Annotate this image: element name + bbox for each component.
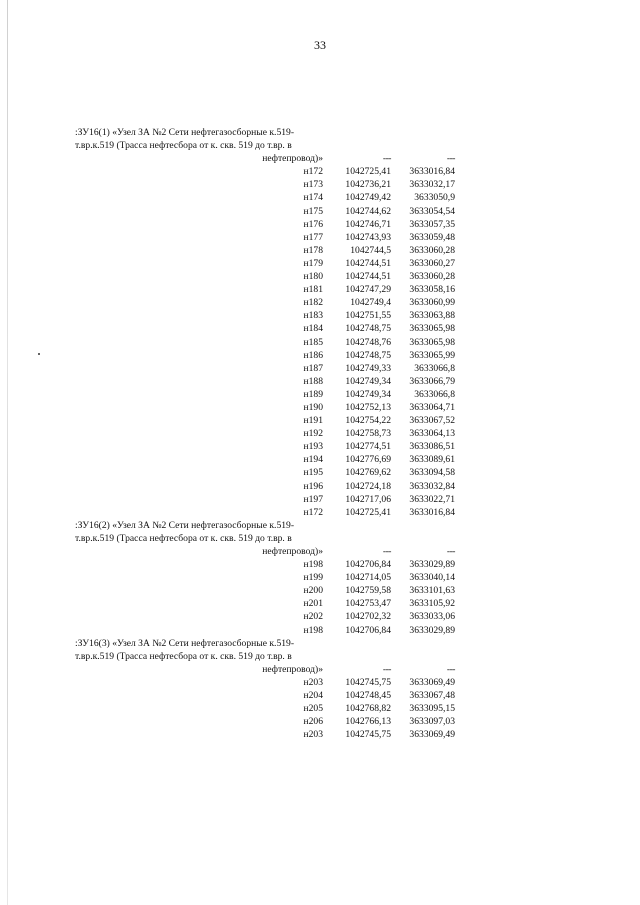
- coordinate-row: [75, 480, 455, 493]
- coordinate-x: 1042747,29: [345, 284, 391, 296]
- coordinate-rows: [75, 676, 455, 741]
- point-label: н180: [303, 271, 323, 283]
- coordinate-row: [75, 375, 455, 388]
- point-label: н194: [303, 454, 323, 466]
- coordinate-row: [75, 336, 455, 349]
- coordinate-y: 3633050,9: [414, 192, 455, 204]
- coordinate-x: 1042748,76: [345, 336, 391, 348]
- section-title-line: нефтепровод)»: [262, 663, 323, 675]
- coordinate-x: 1042714,05: [345, 572, 391, 584]
- coordinate-x: 1042744,51: [345, 271, 391, 283]
- point-label: н172: [303, 506, 323, 518]
- coordinate-row: [75, 584, 455, 597]
- coordinate-x: 1042749,42: [345, 192, 391, 204]
- coordinate-y: 3633040,14: [409, 572, 455, 584]
- coordinate-x: 1042768,82: [345, 703, 391, 715]
- coordinate-x: 1042752,13: [345, 401, 391, 413]
- coordinate-x: 1042748,45: [345, 690, 391, 702]
- point-label: н188: [303, 375, 323, 387]
- dash-placeholder-y: ---: [446, 546, 455, 557]
- coordinate-y: 3633065,98: [409, 336, 455, 348]
- coordinate-row: [75, 427, 455, 440]
- coordinate-row: [75, 597, 455, 610]
- coordinate-row: [75, 453, 455, 466]
- coordinate-row: [75, 676, 455, 689]
- coordinate-rows: [75, 165, 455, 519]
- coordinate-y: 3633029,89: [409, 624, 455, 636]
- coordinate-y: 3633066,8: [414, 362, 455, 374]
- point-label: н181: [303, 284, 323, 296]
- section-title-last-row: [75, 152, 455, 165]
- coordinate-y: 3633105,92: [409, 598, 455, 610]
- coordinate-x: 1042717,06: [345, 493, 391, 505]
- section-title-line: :ЗУ16(3) «Узел ЗА №2 Сети нефтегазосборные к.519-: [75, 637, 295, 649]
- coordinate-row: [75, 244, 455, 257]
- coordinate-x: 1042745,75: [345, 729, 391, 741]
- coordinate-row: [75, 728, 455, 741]
- point-label: н192: [303, 428, 323, 440]
- point-label: н182: [303, 297, 323, 309]
- coordinate-row: [75, 401, 455, 414]
- coordinate-y: 3633060,28: [409, 271, 455, 283]
- coordinate-row: [75, 388, 455, 401]
- coordinate-x: 1042749,34: [345, 375, 391, 387]
- coordinate-row: [75, 558, 455, 571]
- coordinate-y: 3633016,84: [409, 506, 455, 518]
- point-label: н186: [303, 349, 323, 361]
- coordinate-y: 3633086,51: [409, 441, 455, 453]
- point-label: н199: [303, 572, 323, 584]
- point-label: н189: [303, 388, 323, 400]
- coordinate-x: 1042753,47: [345, 598, 391, 610]
- section-title-line: т.вр.к.519 (Трасса нефтесбора от к. скв. 519 до т.вр. в: [75, 140, 292, 152]
- coordinate-row: [75, 205, 455, 218]
- coordinate-x: 1042744,62: [345, 205, 391, 217]
- land-plot-section: [75, 637, 455, 742]
- coordinate-y: 3633065,98: [409, 323, 455, 335]
- section-title-line: нефтепровод)»: [262, 546, 323, 557]
- coordinate-x: 1042759,58: [345, 585, 391, 597]
- coordinate-x: 1042725,41: [345, 166, 391, 178]
- coordinate-y: 3633058,16: [409, 284, 455, 296]
- coordinate-x: 1042743,93: [345, 231, 391, 243]
- coordinate-y: 3633059,48: [409, 231, 455, 243]
- section-title: [75, 126, 323, 152]
- coordinate-row: [75, 689, 455, 702]
- page-number: 33: [314, 38, 326, 52]
- point-label: н184: [303, 323, 323, 335]
- coordinate-y: 3633016,84: [409, 166, 455, 178]
- coordinate-x: 1042766,13: [345, 716, 391, 728]
- coordinate-x: 1042706,84: [345, 559, 391, 571]
- coordinate-x: 1042749,4: [350, 297, 391, 309]
- dash-placeholder-x: ---: [382, 153, 391, 165]
- coordinate-row: [75, 715, 455, 728]
- point-label: н179: [303, 257, 323, 269]
- point-label: н204: [303, 690, 323, 702]
- coordinate-y: 3633065,99: [409, 349, 455, 361]
- coordinate-x: 1042724,18: [345, 480, 391, 492]
- coordinate-row: [75, 322, 455, 335]
- coordinate-y: 3633060,99: [409, 297, 455, 309]
- coordinate-row: [75, 296, 455, 309]
- point-label: н203: [303, 729, 323, 741]
- section-title: [75, 637, 323, 663]
- point-label: н193: [303, 441, 323, 453]
- point-label: н195: [303, 467, 323, 479]
- coordinate-x: 1042748,75: [345, 323, 391, 335]
- section-title: [75, 519, 323, 545]
- coordinate-x: 1042774,51: [345, 441, 391, 453]
- coordinate-x: 1042748,75: [345, 349, 391, 361]
- coordinate-y: 3633032,17: [409, 179, 455, 191]
- coordinate-x: 1042746,71: [345, 218, 391, 230]
- coordinate-y: 3633069,49: [409, 676, 455, 688]
- coordinate-row: [75, 270, 455, 283]
- section-title-line: т.вр.к.519 (Трасса нефтесбора от к. скв. 519 до т.вр. в: [75, 650, 292, 662]
- coordinate-row: [75, 191, 455, 204]
- dash-placeholder-y: ---: [446, 153, 455, 165]
- coordinate-y: 3633054,54: [409, 205, 455, 217]
- point-label: н176: [303, 218, 323, 230]
- coordinate-row: [75, 283, 455, 296]
- point-label: н201: [303, 598, 323, 610]
- coordinate-x: 1042769,62: [345, 467, 391, 479]
- coordinate-y: 3633032,84: [409, 480, 455, 492]
- scan-speck: [38, 353, 40, 355]
- point-label: н173: [303, 179, 323, 191]
- coordinate-x: 1042744,51: [345, 257, 391, 269]
- coordinate-x: 1042745,75: [345, 676, 391, 688]
- coordinate-row: [75, 165, 455, 178]
- coordinate-row: [75, 309, 455, 322]
- point-label: н187: [303, 362, 323, 374]
- coordinate-rows: [75, 558, 455, 637]
- coordinate-y: 3633060,28: [409, 244, 455, 256]
- point-label: н178: [303, 244, 323, 256]
- coordinate-row: [75, 231, 455, 244]
- section-title-line: нефтепровод)»: [262, 153, 323, 165]
- land-plot-section: [75, 126, 455, 519]
- coordinate-row: [75, 218, 455, 231]
- coordinate-row: [75, 571, 455, 584]
- coordinate-x: 1042751,55: [345, 310, 391, 322]
- coordinate-row: [75, 362, 455, 375]
- point-label: н190: [303, 401, 323, 413]
- coordinate-x: 1042754,22: [345, 415, 391, 427]
- point-label: н202: [303, 611, 323, 623]
- section-title-line: т.вр.к.519 (Трасса нефтесбора от к. скв. 519 до т.вр. в: [75, 532, 292, 544]
- coordinate-y: 3633066,8: [414, 388, 455, 400]
- point-label: н191: [303, 415, 323, 427]
- coordinate-x: 1042736,21: [345, 179, 391, 191]
- coordinate-y: 3633064,71: [409, 401, 455, 413]
- coordinates-document: [75, 126, 455, 741]
- coordinate-y: 3633022,71: [409, 493, 455, 505]
- point-label: н183: [303, 310, 323, 322]
- coordinate-row: [75, 610, 455, 623]
- coordinate-row: [75, 257, 455, 270]
- point-label: н174: [303, 192, 323, 204]
- section-title-line: :ЗУ16(1) «Узел ЗА №2 Сети нефтегазосборные к.519-: [75, 127, 295, 138]
- point-label: н198: [303, 559, 323, 571]
- coordinate-y: 3633101,63: [409, 585, 455, 597]
- coordinate-y: 3633066,79: [409, 375, 455, 387]
- coordinate-y: 3633057,35: [409, 218, 455, 230]
- coordinate-row: [75, 493, 455, 506]
- coordinate-y: 3633029,89: [409, 559, 455, 571]
- coordinate-x: 1042758,73: [345, 428, 391, 440]
- coordinate-x: 1042706,84: [345, 624, 391, 636]
- coordinate-y: 3633089,61: [409, 454, 455, 466]
- point-label: н203: [303, 676, 323, 688]
- coordinate-y: 3633094,58: [409, 467, 455, 479]
- coordinate-row: [75, 506, 455, 519]
- coordinate-y: 3633064,13: [409, 428, 455, 440]
- coordinate-y: 3633033,06: [409, 611, 455, 623]
- dash-placeholder-x: ---: [382, 546, 391, 557]
- point-label: н200: [303, 585, 323, 597]
- coordinate-y: 3633097,03: [409, 716, 455, 728]
- point-label: н196: [303, 480, 323, 492]
- point-label: н198: [303, 624, 323, 636]
- scan-left-edge: [7, 0, 8, 905]
- coordinate-row: [75, 624, 455, 637]
- coordinate-x: 1042744,5: [350, 244, 391, 256]
- section-title-last-row: [75, 545, 455, 558]
- coordinate-x: 1042776,69: [345, 454, 391, 466]
- point-label: н205: [303, 703, 323, 715]
- coordinate-y: 3633060,27: [409, 257, 455, 269]
- land-plot-section: [75, 519, 455, 637]
- point-label: н185: [303, 336, 323, 348]
- coordinate-row: [75, 349, 455, 362]
- coordinate-row: [75, 178, 455, 191]
- coordinate-row: [75, 414, 455, 427]
- section-title-line: :ЗУ16(2) «Узел ЗА №2 Сети нефтегазосборные к.519-: [75, 519, 295, 531]
- coordinate-row: [75, 440, 455, 453]
- coordinate-y: 3633063,88: [409, 310, 455, 322]
- coordinate-y: 3633069,49: [409, 729, 455, 741]
- coordinate-y: 3633067,52: [409, 415, 455, 427]
- coordinate-x: 1042702,32: [345, 611, 391, 623]
- dash-placeholder-x: ---: [382, 663, 391, 675]
- coordinate-row: [75, 466, 455, 479]
- point-label: н172: [303, 166, 323, 178]
- coordinate-row: [75, 702, 455, 715]
- section-title-last-row: [75, 663, 455, 676]
- coordinate-y: 3633095,15: [409, 703, 455, 715]
- point-label: н177: [303, 231, 323, 243]
- point-label: н197: [303, 493, 323, 505]
- coordinate-x: 1042749,33: [345, 362, 391, 374]
- coordinate-y: 3633067,48: [409, 690, 455, 702]
- coordinate-x: 1042725,41: [345, 506, 391, 518]
- dash-placeholder-y: ---: [446, 663, 455, 675]
- point-label: н206: [303, 716, 323, 728]
- coordinate-x: 1042749,34: [345, 388, 391, 400]
- point-label: н175: [303, 205, 323, 217]
